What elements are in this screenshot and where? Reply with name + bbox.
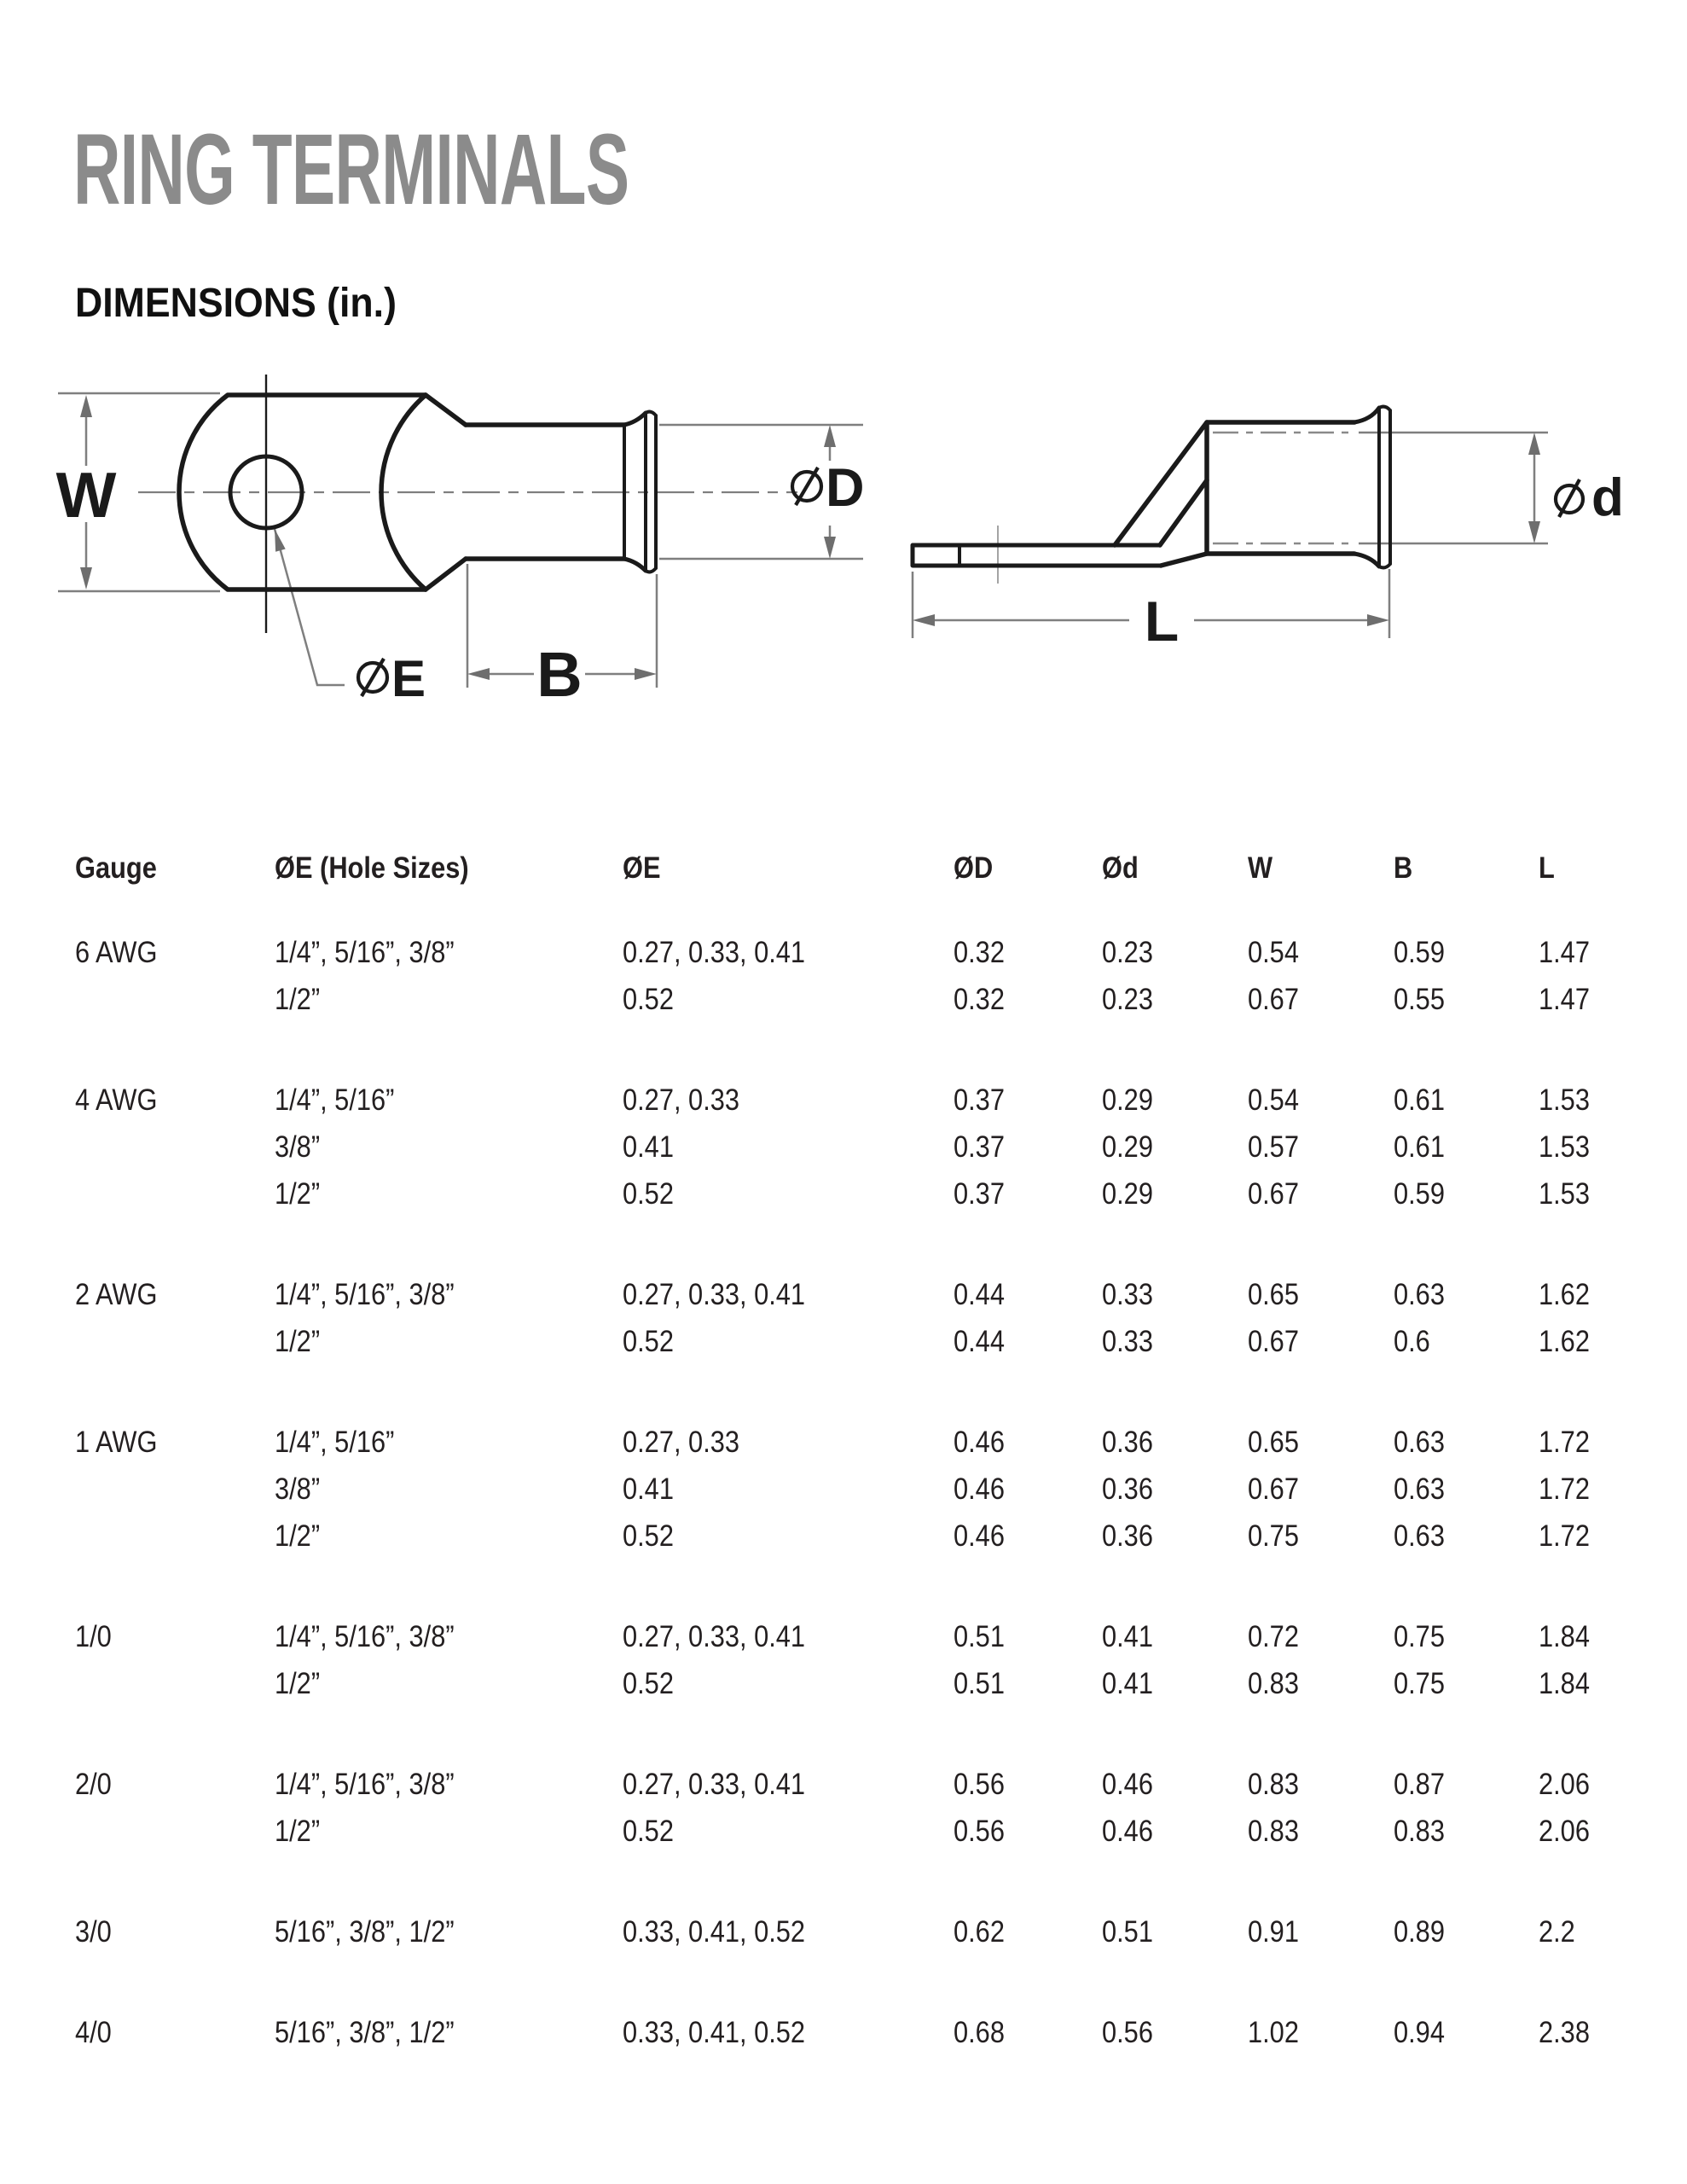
cell-w: 0.83: [1248, 1768, 1299, 1801]
cell-l: 2.06: [1539, 1815, 1590, 1848]
cell-gauge: 4/0: [75, 2016, 112, 2049]
header-gauge: Gauge: [75, 851, 157, 885]
cell-hole-sizes: 1/2”: [275, 1325, 321, 1358]
cell-oe: 0.27, 0.33: [623, 1083, 740, 1117]
cell-b: 0.61: [1394, 1083, 1445, 1117]
cell-l: 2.2: [1539, 1915, 1575, 1949]
cell-od: 0.46: [954, 1519, 1005, 1553]
cell-b: 0.75: [1394, 1667, 1445, 1700]
table-row: [0, 2016, 1687, 2050]
cell-w: 0.67: [1248, 1325, 1299, 1358]
cell-od-small: 0.36: [1102, 1426, 1153, 1459]
cell-od: 0.37: [954, 1083, 1005, 1117]
cell-l: 2.38: [1539, 2016, 1590, 2049]
cell-w: 0.57: [1248, 1130, 1299, 1164]
cell-od: 0.56: [954, 1768, 1005, 1801]
cell-w: 0.91: [1248, 1915, 1299, 1949]
cell-od: 0.51: [954, 1667, 1005, 1700]
cell-l: 1.53: [1539, 1177, 1590, 1211]
cell-l: 1.47: [1539, 983, 1590, 1016]
cell-l: 1.84: [1539, 1667, 1590, 1700]
cell-od: 0.46: [954, 1426, 1005, 1459]
cell-oe: 0.52: [623, 1519, 674, 1553]
cell-w: 0.67: [1248, 1177, 1299, 1211]
header-od: ØD: [954, 851, 994, 885]
cell-oe: 0.52: [623, 1815, 674, 1848]
cell-gauge: 4 AWG: [75, 1083, 158, 1117]
cell-hole-sizes: 5/16”, 3/8”, 1/2”: [275, 1915, 455, 1949]
cell-od-small: 0.41: [1102, 1667, 1153, 1700]
table-row: [0, 1472, 1687, 1507]
cell-oe: 0.52: [623, 1667, 674, 1700]
table-row: [0, 1325, 1687, 1359]
table-row: [0, 1667, 1687, 1701]
cell-hole-sizes: 1/4”, 5/16”: [275, 1083, 395, 1117]
label-oe: E: [391, 650, 426, 707]
cell-w: 0.65: [1248, 1278, 1299, 1311]
label-od: D: [826, 458, 865, 518]
table-row: [0, 936, 1687, 970]
header-l: L: [1539, 851, 1555, 885]
cell-l: 1.62: [1539, 1278, 1590, 1311]
cell-hole-sizes: 3/8”: [275, 1472, 321, 1506]
cell-oe: 0.33, 0.41, 0.52: [623, 2016, 806, 2049]
cell-b: 0.61: [1394, 1130, 1445, 1164]
cell-b: 0.83: [1394, 1815, 1445, 1848]
table-row: [0, 1620, 1687, 1654]
cell-od-small: 0.36: [1102, 1472, 1153, 1506]
cell-w: 0.83: [1248, 1815, 1299, 1848]
cell-w: 0.54: [1248, 936, 1299, 969]
cell-od-small: 0.46: [1102, 1768, 1153, 1801]
cell-od-small: 0.23: [1102, 936, 1153, 969]
cell-gauge: 1/0: [75, 1620, 112, 1653]
cell-l: 1.72: [1539, 1472, 1590, 1506]
cell-od-small: 0.29: [1102, 1130, 1153, 1164]
cell-gauge: 1 AWG: [75, 1426, 158, 1459]
table-row: [0, 983, 1687, 1017]
label-dd: d: [1591, 468, 1624, 527]
cell-b: 0.59: [1394, 936, 1445, 969]
table-row: [0, 1130, 1687, 1165]
label-l: L: [1144, 590, 1180, 653]
cell-b: 0.55: [1394, 983, 1445, 1016]
cell-hole-sizes: 1/2”: [275, 983, 321, 1016]
cell-od-small: 0.33: [1102, 1325, 1153, 1358]
cell-oe: 0.27, 0.33, 0.41: [623, 1620, 806, 1653]
cell-oe: 0.52: [623, 1325, 674, 1358]
cell-od-small: 0.46: [1102, 1815, 1153, 1848]
cell-l: 1.53: [1539, 1083, 1590, 1117]
cell-hole-sizes: 3/8”: [275, 1130, 321, 1164]
cell-l: 1.53: [1539, 1130, 1590, 1164]
table-row: [0, 1426, 1687, 1460]
cell-od-small: 0.56: [1102, 2016, 1153, 2049]
cell-b: 0.87: [1394, 1768, 1445, 1801]
cell-hole-sizes: 1/4”, 5/16”: [275, 1426, 395, 1459]
cell-b: 0.63: [1394, 1426, 1445, 1459]
cell-od: 0.56: [954, 1815, 1005, 1848]
cell-od: 0.37: [954, 1177, 1005, 1211]
cell-hole-sizes: 1/4”, 5/16”, 3/8”: [275, 936, 455, 969]
cell-hole-sizes: 1/4”, 5/16”, 3/8”: [275, 1620, 455, 1653]
cell-w: 0.72: [1248, 1620, 1299, 1653]
cell-oe: 0.27, 0.33: [623, 1426, 740, 1459]
cell-hole-sizes: 5/16”, 3/8”, 1/2”: [275, 2016, 455, 2049]
table-row: [0, 1915, 1687, 1949]
cell-od-small: 0.23: [1102, 983, 1153, 1016]
cell-od: 0.32: [954, 936, 1005, 969]
cell-w: 0.83: [1248, 1667, 1299, 1700]
cell-b: 0.63: [1394, 1472, 1445, 1506]
cell-od-small: 0.29: [1102, 1083, 1153, 1117]
cell-b: 0.89: [1394, 1915, 1445, 1949]
cell-w: 0.67: [1248, 1472, 1299, 1506]
cell-b: 0.6: [1394, 1325, 1430, 1358]
cell-oe: 0.27, 0.33, 0.41: [623, 1768, 806, 1801]
cell-oe: 0.27, 0.33, 0.41: [623, 1278, 806, 1311]
header-od-small: Ød: [1102, 851, 1139, 885]
cell-w: 0.65: [1248, 1426, 1299, 1459]
table-row: [0, 1083, 1687, 1118]
cell-w: 0.67: [1248, 983, 1299, 1016]
cell-od: 0.44: [954, 1325, 1005, 1358]
label-w: W: [55, 459, 117, 531]
cell-l: 1.62: [1539, 1325, 1590, 1358]
cell-w: 0.54: [1248, 1083, 1299, 1117]
cell-oe: 0.27, 0.33, 0.41: [623, 936, 806, 969]
cell-b: 0.63: [1394, 1278, 1445, 1311]
cell-w: 1.02: [1248, 2016, 1299, 2049]
table-row: [0, 1815, 1687, 1849]
cell-od: 0.68: [954, 2016, 1005, 2049]
cell-b: 0.75: [1394, 1620, 1445, 1653]
table-row: [0, 1768, 1687, 1802]
cell-od-small: 0.33: [1102, 1278, 1153, 1311]
cell-gauge: 2 AWG: [75, 1278, 158, 1311]
cell-hole-sizes: 1/2”: [275, 1177, 321, 1211]
cell-oe: 0.41: [623, 1130, 674, 1164]
cell-hole-sizes: 1/2”: [275, 1519, 321, 1553]
page-title: RING TERMINALS: [73, 113, 629, 226]
cell-hole-sizes: 1/4”, 5/16”, 3/8”: [275, 1278, 455, 1311]
cell-od: 0.51: [954, 1620, 1005, 1653]
table-row: [0, 1519, 1687, 1554]
cell-oe: 0.52: [623, 983, 674, 1016]
header-oe: ØE: [623, 851, 661, 885]
cell-l: 2.06: [1539, 1768, 1590, 1801]
cell-gauge: 3/0: [75, 1915, 112, 1949]
cell-l: 1.72: [1539, 1519, 1590, 1553]
cell-gauge: 6 AWG: [75, 936, 158, 969]
cell-oe: 0.41: [623, 1472, 674, 1506]
cell-od-small: 0.41: [1102, 1620, 1153, 1653]
table-header-row: [0, 851, 1687, 886]
cell-hole-sizes: 1/4”, 5/16”, 3/8”: [275, 1768, 455, 1801]
cell-od-small: 0.51: [1102, 1915, 1153, 1949]
cell-oe: 0.33, 0.41, 0.52: [623, 1915, 806, 1949]
cell-b: 0.59: [1394, 1177, 1445, 1211]
cell-od: 0.46: [954, 1472, 1005, 1506]
section-title-dimensions: DIMENSIONS (in.): [75, 281, 397, 326]
cell-b: 0.63: [1394, 1519, 1445, 1553]
cell-hole-sizes: 1/2”: [275, 1667, 321, 1700]
cell-l: 1.47: [1539, 936, 1590, 969]
cell-od: 0.44: [954, 1278, 1005, 1311]
header-hole-sizes: ØE (Hole Sizes): [275, 851, 469, 885]
table-row: [0, 1278, 1687, 1312]
cell-gauge: 2/0: [75, 1768, 112, 1801]
cell-od: 0.37: [954, 1130, 1005, 1164]
cell-od: 0.62: [954, 1915, 1005, 1949]
cell-hole-sizes: 1/2”: [275, 1815, 321, 1848]
header-w: W: [1248, 851, 1273, 885]
cell-od-small: 0.36: [1102, 1519, 1153, 1553]
label-b: B: [536, 639, 583, 710]
cell-w: 0.75: [1248, 1519, 1299, 1553]
cell-l: 1.84: [1539, 1620, 1590, 1653]
cell-oe: 0.52: [623, 1177, 674, 1211]
cell-l: 1.72: [1539, 1426, 1590, 1459]
cell-od: 0.32: [954, 983, 1005, 1016]
cell-b: 0.94: [1394, 2016, 1445, 2049]
table-row: [0, 1177, 1687, 1211]
cell-od-small: 0.29: [1102, 1177, 1153, 1211]
header-b: B: [1394, 851, 1413, 885]
